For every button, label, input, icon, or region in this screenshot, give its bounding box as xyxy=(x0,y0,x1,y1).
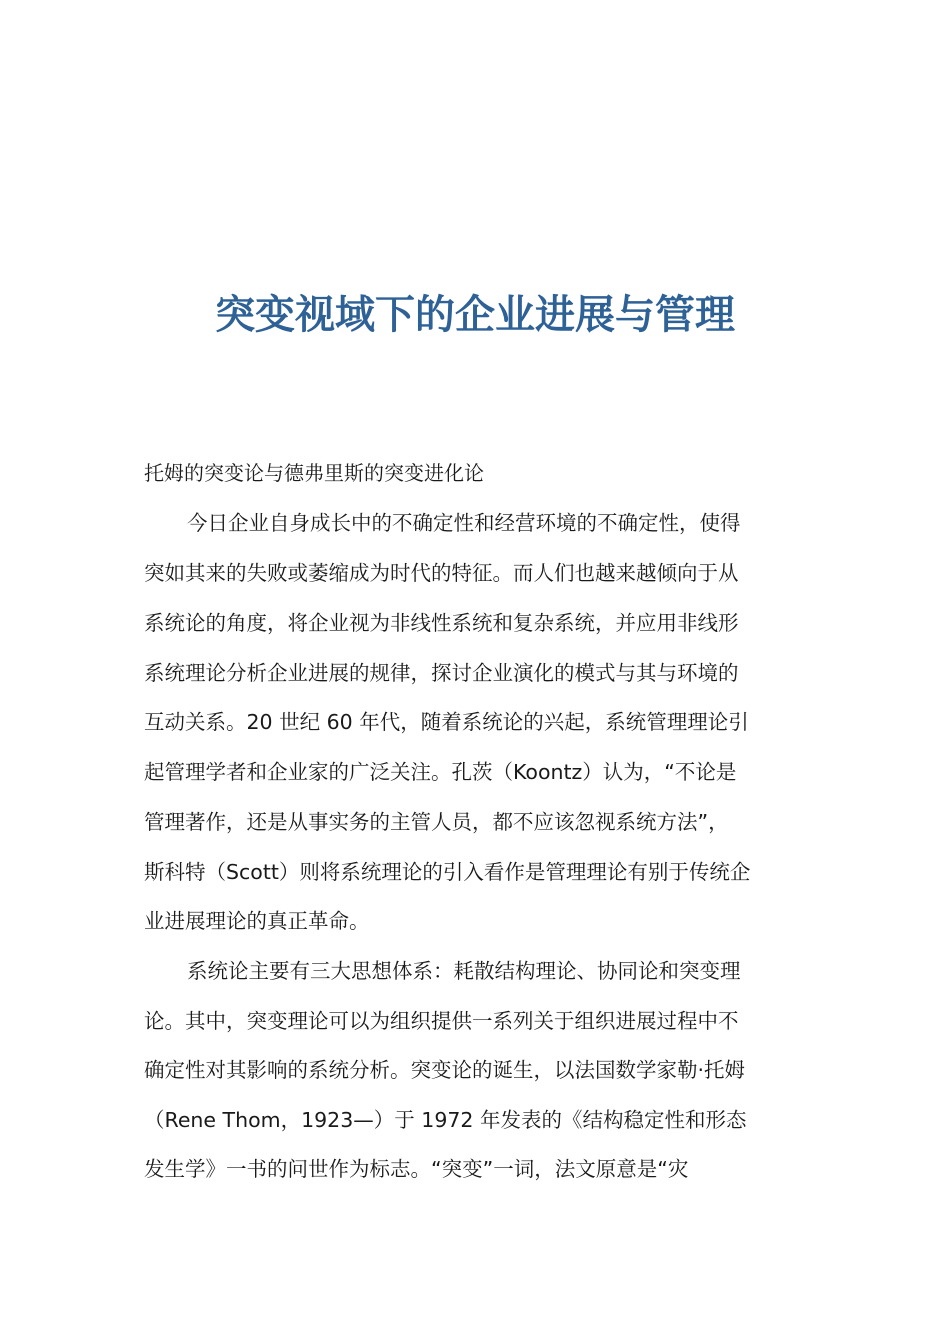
paragraph-line: 起管理学者和企业家的广泛关注。孔茨（Koontz）认为，“不论是 xyxy=(144,760,737,784)
section-heading: 托姆的突变论与德弗里斯的突变进化论 xyxy=(144,461,484,485)
paragraph-line: 发生学》一书的问世作为标志。“突变”一词，法文原意是“灾 xyxy=(144,1157,689,1181)
paragraph-line: 系统论的角度，将企业视为非线性系统和复杂系统，并应用非线形 xyxy=(144,611,739,635)
paragraph-line: 系统论主要有三大思想体系：耗散结构理论、协同论和突变理 xyxy=(187,959,741,983)
paragraph-line: 系统理论分析企业进展的规律，探讨企业演化的模式与其与环境的 xyxy=(144,661,739,685)
paragraph-line: 突如其来的失败或萎缩成为时代的特征。而人们也越来越倾向于从 xyxy=(144,561,739,585)
paragraph-line: 互动关系。20 世纪 60 年代，随着系统论的兴起，系统管理理论引 xyxy=(144,710,749,734)
paragraph-line: 今日企业自身成长中的不确定性和经营环境的不确定性，使得 xyxy=(187,511,741,535)
paragraph-line: 确定性对其影响的系统分析。突变论的诞生，以法国数学家勒·托姆 xyxy=(144,1058,746,1082)
paragraph-line: 管理著作，还是从事实务的主管人员，都不应该忽视系统方法”， xyxy=(144,810,729,834)
paragraph-line: 论。其中，突变理论可以为组织提供一系列关于组织进展过程中不 xyxy=(144,1009,739,1033)
paragraph-line: （Rene Thom，1923—）于 1972 年发表的《结构稳定性和形态 xyxy=(144,1108,747,1132)
paragraph-line: 业进展理论的真正革命。 xyxy=(144,909,370,933)
page-title: 突变视域下的企业进展与管理 xyxy=(215,292,735,338)
paragraph-line: 斯科特（Scott）则将系统理论的引入看作是管理理论有别于传统企 xyxy=(144,860,751,884)
